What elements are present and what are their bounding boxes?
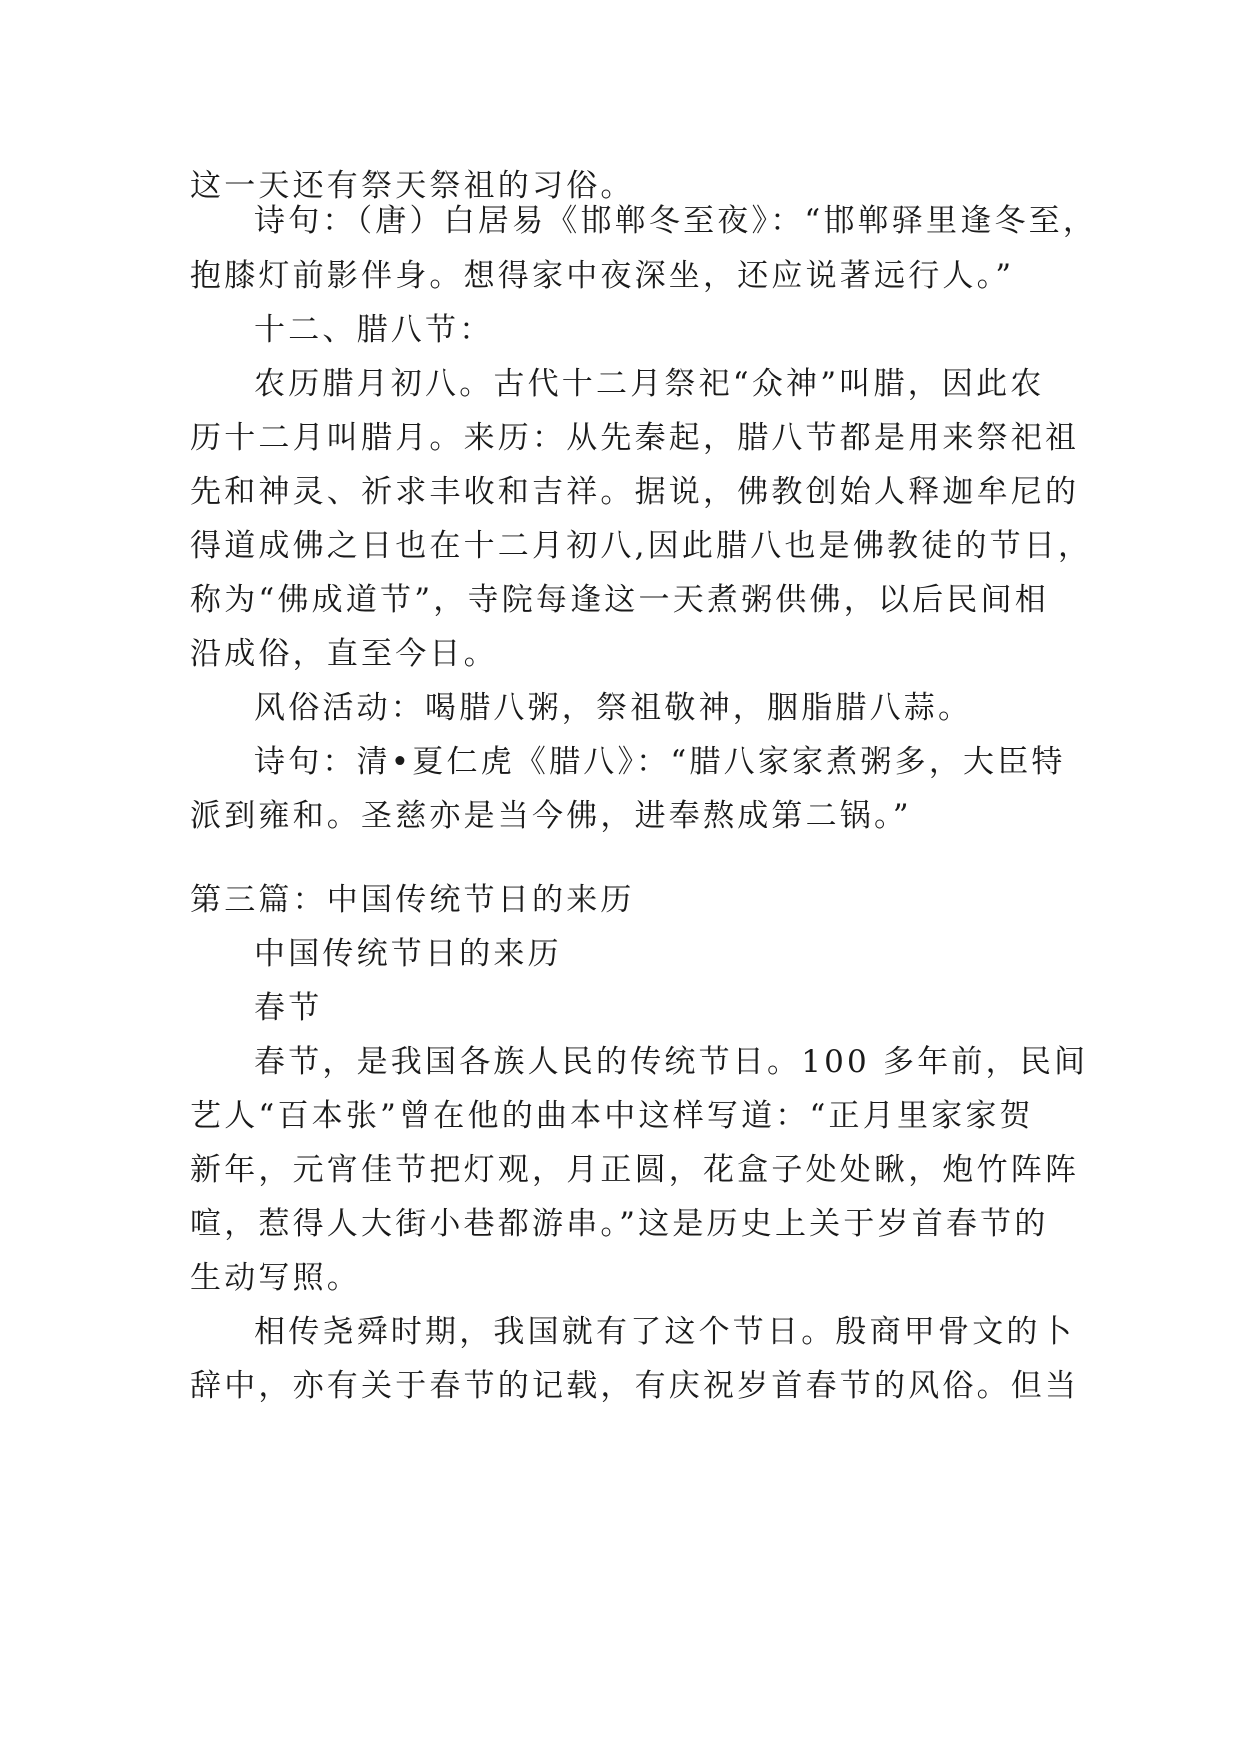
text-line: 新年，元宵佳节把灯观，月正圆，花盒子处处瞅，炮竹阵阵 bbox=[190, 1152, 1080, 1188]
text-line: 沿成俗，直至今日。 bbox=[190, 636, 498, 672]
text-line: 抱膝灯前影伴身。想得家中夜深坐，还应说著远行人。” bbox=[190, 258, 1015, 294]
text-line: 先和神灵、祈求丰收和吉祥。据说，佛教创始人释迦牟尼的 bbox=[190, 474, 1080, 510]
text-line: 历十二月叫腊月。来历：从先秦起，腊八节都是用来祭祀祖 bbox=[190, 420, 1080, 456]
text-line: 辞中，亦有关于春节的记载，有庆祝岁首春节的风俗。但当 bbox=[190, 1368, 1080, 1404]
text-line: 春节，是我国各族人民的传统节日。100 多年前，民间 bbox=[254, 1044, 1089, 1080]
text-line: 称为“佛成道节”，寺院每逢这一天煮粥供佛，以后民间相 bbox=[190, 582, 1049, 618]
text-line: 诗句：（唐）白居易《邯郸冬至夜》：“邯郸驿里逢冬至， bbox=[254, 203, 1098, 239]
chapter-heading: 第三篇：中国传统节日的来历 bbox=[190, 882, 635, 918]
text-line: 诗句：清•夏仁虎《腊八》：“腊八家家煮粥多，大臣特 bbox=[254, 744, 1066, 780]
text-line: 艺人“百本张”曾在他的曲本中这样写道：“正月里家家贺 bbox=[190, 1098, 1034, 1134]
text-line: 派到雍和。圣慈亦是当今佛，进奉熬成第二锅。” bbox=[190, 798, 912, 834]
subsection-heading: 春节 bbox=[254, 990, 323, 1026]
text-line: 生动写照。 bbox=[190, 1260, 361, 1296]
section-heading: 十二、腊八节： bbox=[254, 312, 494, 348]
text-line: 这一天还有祭天祭祖的习俗。 bbox=[190, 168, 635, 204]
text-line: 风俗活动：喝腊八粥，祭祖敬神，胭脂腊八蒜。 bbox=[254, 690, 973, 726]
text-line: 喧，惹得人大街小巷都游串。”这是历史上关于岁首春节的 bbox=[190, 1206, 1049, 1242]
text-line: 得道成佛之日也在十二月初八,因此腊八也是佛教徒的节日， bbox=[190, 528, 1093, 564]
text-line: 相传尧舜时期，我国就有了这个节日。殷商甲骨文的卜 bbox=[254, 1314, 1075, 1350]
text-line: 农历腊月初八。古代十二月祭祀“众神”叫腊，因此农 bbox=[254, 366, 1045, 402]
article-title: 中国传统节日的来历 bbox=[254, 936, 562, 972]
